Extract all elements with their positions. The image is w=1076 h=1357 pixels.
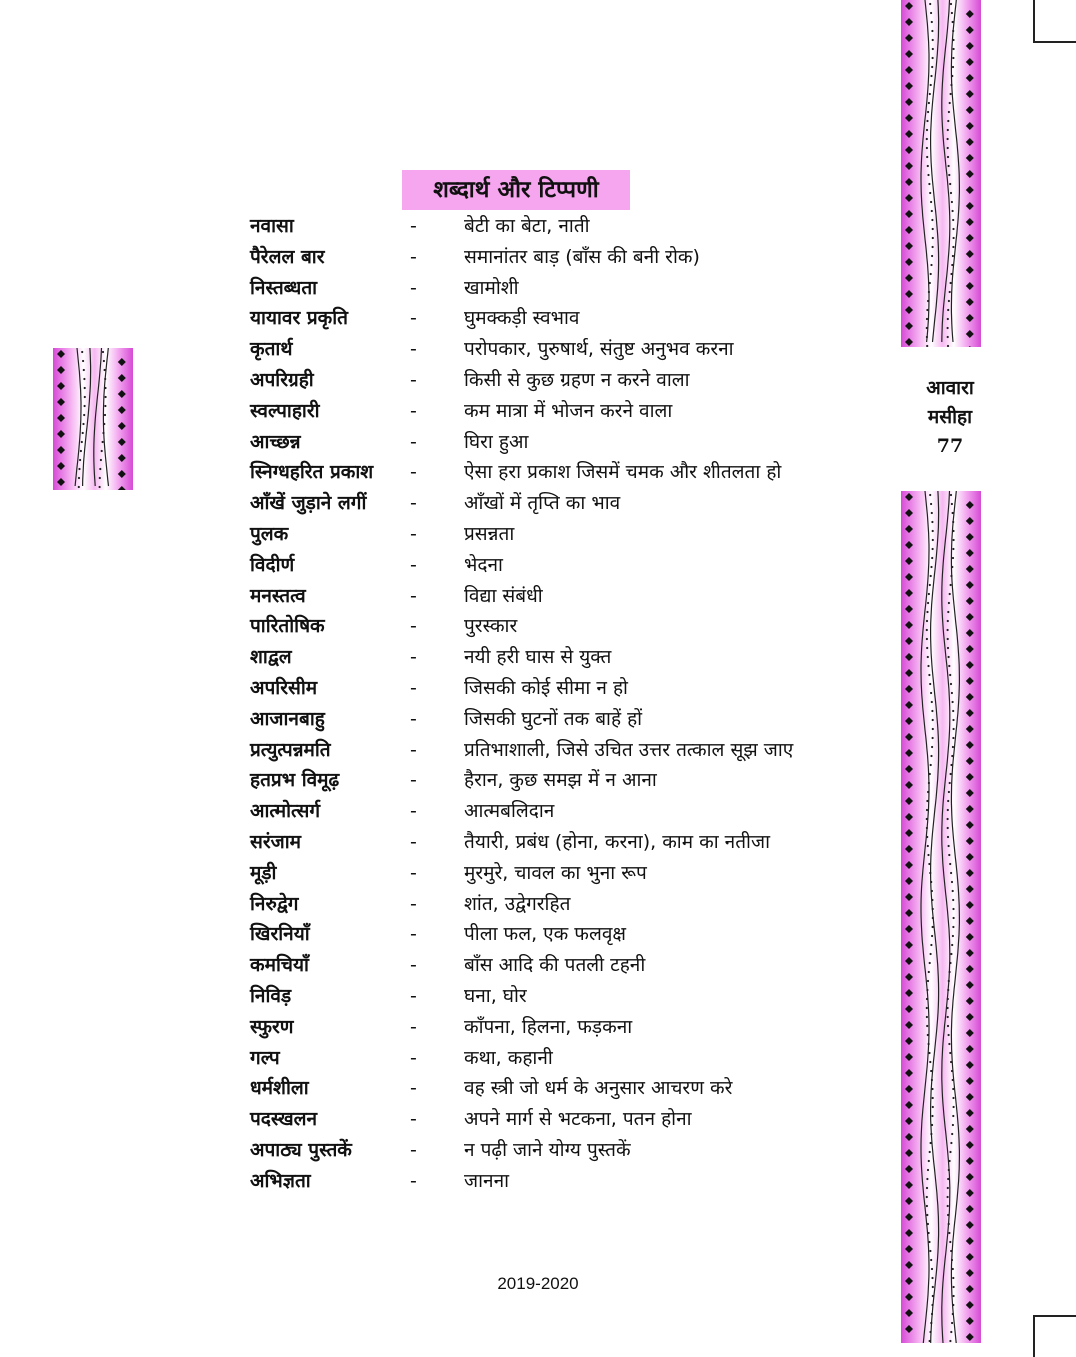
glossary-meaning: मुरमुरे, चावल का भुना रूप xyxy=(464,861,647,884)
glossary-dash: - xyxy=(410,1138,417,1161)
chapter-label xyxy=(900,374,1000,461)
glossary-meaning: जिसकी घुटनों तक बाहें हों xyxy=(464,707,643,730)
glossary-dash: - xyxy=(410,892,417,915)
page-number: 77 xyxy=(936,435,964,457)
glossary-row xyxy=(250,642,890,673)
glossary-meaning: काँपना, हिलना, फड़कना xyxy=(464,1015,633,1038)
glossary-meaning: बेटी का बेटा, नाती xyxy=(464,215,590,237)
glossary-dash: - xyxy=(410,830,417,853)
glossary-term: निरुद्वेग xyxy=(250,892,299,915)
glossary-term: स्फुरण xyxy=(250,1015,294,1038)
chapter-title-line1: आवारा xyxy=(926,377,974,399)
glossary-dash: - xyxy=(410,1077,417,1100)
glossary-row xyxy=(250,611,890,642)
glossary-row xyxy=(250,488,890,519)
glossary-row xyxy=(250,735,890,766)
glossary-term: गल्प xyxy=(250,1046,280,1069)
chapter-title-line2: मसीहा xyxy=(927,406,973,428)
glossary-dash: - xyxy=(410,368,417,391)
glossary-term: अपरिसीम xyxy=(250,676,318,699)
glossary-term: आजानबाहु xyxy=(250,707,325,730)
glossary-term: निविड़ xyxy=(250,984,292,1007)
glossary-term: अभिज्ञता xyxy=(250,1169,311,1192)
glossary-row xyxy=(250,334,890,365)
glossary-row xyxy=(250,1166,890,1197)
glossary-row xyxy=(250,704,890,735)
glossary-row xyxy=(250,765,890,796)
glossary-row xyxy=(250,1104,890,1135)
glossary-row xyxy=(250,796,890,827)
glossary-term: मनस्तत्व xyxy=(250,584,306,607)
glossary-row xyxy=(250,273,890,304)
glossary-dash: - xyxy=(410,338,417,361)
glossary-meaning: अपने मार्ग से भटकना, पतन होना xyxy=(464,1108,692,1131)
glossary-meaning: कथा, कहानी xyxy=(464,1046,553,1069)
glossary-term: विदीर्ण xyxy=(250,553,295,576)
glossary-row xyxy=(250,396,890,427)
crop-mark-top xyxy=(1033,0,1076,43)
glossary-row xyxy=(250,889,890,920)
glossary-row xyxy=(250,303,890,334)
glossary-meaning: घुमक्कड़ी स्वभाव xyxy=(464,307,580,330)
glossary-row xyxy=(250,1135,890,1166)
glossary-dash: - xyxy=(410,1046,417,1069)
glossary-dash: - xyxy=(410,492,417,515)
glossary-dash: - xyxy=(410,245,417,268)
glossary-row xyxy=(250,457,890,488)
glossary-meaning: न पढ़ी जाने योग्य पुस्तकें xyxy=(464,1138,631,1161)
glossary-term: खिरनियाँ xyxy=(250,923,310,946)
glossary-dash: - xyxy=(410,646,417,669)
glossary-dash: - xyxy=(410,954,417,977)
glossary-meaning: किसी से कुछ ग्रहण न करने वाला xyxy=(464,368,690,391)
glossary-meaning: घना, घोर xyxy=(464,984,527,1007)
glossary-term: यायावर प्रकृति xyxy=(250,307,348,330)
glossary-dash: - xyxy=(410,738,417,761)
glossary-term: आँखें जुड़ाने लगीं xyxy=(250,492,367,515)
glossary-meaning: कम मात्रा में भोजन करने वाला xyxy=(464,399,673,422)
glossary-dash: - xyxy=(410,1015,417,1038)
glossary-dash: - xyxy=(410,1169,417,1192)
glossary-dash: - xyxy=(410,461,417,484)
glossary-meaning: शांत, उद्वेगरहित xyxy=(464,892,571,915)
glossary-row xyxy=(250,427,890,458)
glossary-meaning: परोपकार, पुरुषार्थ, संतुष्ट अनुभव करना xyxy=(464,338,734,361)
glossary-row xyxy=(250,550,890,581)
glossary-term: पदस्खलन xyxy=(250,1108,318,1131)
glossary-term: आत्मोत्सर्ग xyxy=(250,800,321,823)
glossary-dash: - xyxy=(410,307,417,330)
glossary-dash: - xyxy=(410,800,417,823)
decorative-border-left xyxy=(53,348,133,490)
glossary-term: पारितोषिक xyxy=(250,615,325,638)
footer-year: 2019-2020 xyxy=(497,1274,579,1293)
glossary-meaning: प्रतिभाशाली, जिसे उचित उत्तर तत्काल सूझ जाए xyxy=(464,738,794,761)
glossary-row xyxy=(250,827,890,858)
glossary-row xyxy=(250,981,890,1012)
glossary-meaning: भेदना xyxy=(464,553,503,576)
glossary-row xyxy=(250,1012,890,1043)
glossary-meaning: खामोशी xyxy=(464,276,519,299)
glossary-row xyxy=(250,950,890,981)
glossary-row xyxy=(250,581,890,612)
glossary-meaning: विद्या संबंधी xyxy=(464,584,543,607)
glossary-meaning: पुरस्कार xyxy=(464,615,518,638)
glossary-meaning: तैयारी, प्रबंध (होना, करना), काम का नतीजा xyxy=(464,830,770,853)
glossary-term: पैरेलल बार xyxy=(250,245,325,268)
glossary-dash: - xyxy=(410,553,417,576)
glossary-term: शाद्वल xyxy=(250,646,292,669)
decorative-border-right-top xyxy=(901,0,981,347)
glossary-dash: - xyxy=(410,769,417,792)
glossary-meaning: घिरा हुआ xyxy=(464,430,529,453)
glossary-meaning: आत्मबलिदान xyxy=(464,800,555,823)
glossary-term: अपरिग्रही xyxy=(250,368,314,391)
glossary-term: निस्तब्धता xyxy=(250,276,318,299)
glossary-dash: - xyxy=(410,923,417,946)
glossary-meaning: बाँस आदि की पतली टहनी xyxy=(464,954,646,977)
glossary-meaning: पीला फल, एक फलवृक्ष xyxy=(464,923,627,946)
glossary-dash: - xyxy=(410,584,417,607)
glossary-row xyxy=(250,519,890,550)
glossary-meaning: आँखों में तृप्ति का भाव xyxy=(464,492,621,515)
glossary-dash: - xyxy=(410,615,417,638)
glossary-row xyxy=(250,211,890,242)
glossary-row xyxy=(250,1073,890,1104)
glossary-meaning: समानांतर बाड़ (बाँस की बनी रोक) xyxy=(464,245,700,268)
glossary-term: अपाठ्य पुस्तकें xyxy=(250,1138,352,1161)
glossary-dash: - xyxy=(410,861,417,884)
glossary-list xyxy=(250,211,890,1197)
glossary-row xyxy=(250,673,890,704)
glossary-row xyxy=(250,858,890,889)
glossary-term: धर्मशीला xyxy=(250,1077,309,1100)
glossary-meaning: ऐसा हरा प्रकाश जिसमें चमक और शीतलता हो xyxy=(464,461,782,484)
glossary-term: कमचियाँ xyxy=(250,954,309,977)
glossary-row xyxy=(250,242,890,273)
glossary-meaning: नयी हरी घास से युक्त xyxy=(464,646,612,669)
decorative-border-right-bottom xyxy=(901,491,981,1343)
glossary-dash: - xyxy=(410,984,417,1007)
glossary-term: नवासा xyxy=(250,215,294,237)
glossary-dash: - xyxy=(410,399,417,422)
glossary-dash: - xyxy=(410,676,417,699)
glossary-meaning: वह स्त्री जो धर्म के अनुसार आचरण करे xyxy=(464,1077,733,1100)
glossary-meaning: प्रसन्नता xyxy=(464,522,515,545)
glossary-term: आच्छन्न xyxy=(250,430,301,453)
glossary-meaning: जानना xyxy=(464,1169,510,1192)
glossary-term: हतप्रभ विमूढ़ xyxy=(250,769,340,792)
glossary-meaning: जिसकी कोई सीमा न हो xyxy=(464,676,628,699)
glossary-term: सरंजाम xyxy=(250,830,301,853)
glossary-term: मूड़ी xyxy=(250,861,277,884)
glossary-meaning: हैरान, कुछ समझ में न आना xyxy=(464,769,657,792)
section-title: शब्दार्थ और टिप्पणी xyxy=(402,170,630,210)
glossary-row xyxy=(250,1043,890,1074)
glossary-term: स्निग्धहरित प्रकाश xyxy=(250,461,374,484)
crop-mark-bottom xyxy=(1033,1315,1076,1357)
glossary-dash: - xyxy=(410,1108,417,1131)
glossary-row xyxy=(250,919,890,950)
glossary-dash: - xyxy=(410,276,417,299)
glossary-term: पुलक xyxy=(250,522,289,545)
glossary-dash: - xyxy=(410,522,417,545)
glossary-term: स्वल्पाहारी xyxy=(250,399,320,422)
glossary-dash: - xyxy=(410,707,417,730)
glossary-dash: - xyxy=(410,430,417,453)
glossary-dash: - xyxy=(410,215,417,237)
glossary-term: प्रत्युत्पन्नमति xyxy=(250,738,331,761)
glossary-row xyxy=(250,365,890,396)
glossary-term: कृतार्थ xyxy=(250,338,293,361)
